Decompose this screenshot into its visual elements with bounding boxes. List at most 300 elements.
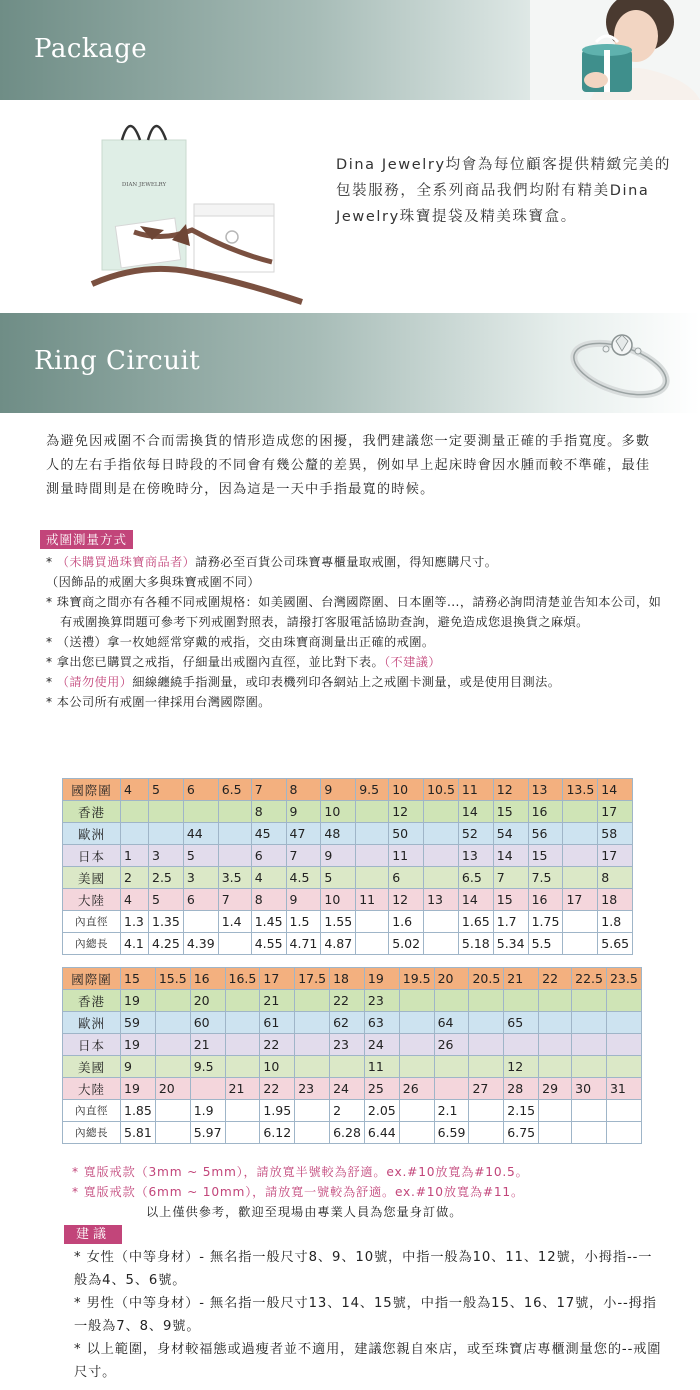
- size-cell: 13: [528, 779, 563, 801]
- size-cell: [218, 933, 251, 955]
- size-cell: 5: [321, 867, 356, 889]
- size-cell: [295, 990, 330, 1012]
- size-cell: 18: [330, 968, 365, 990]
- size-cell: [295, 1100, 330, 1122]
- size-cell: 21: [504, 968, 539, 990]
- advice-tag: 建議: [64, 1225, 122, 1244]
- size-cell: [572, 1122, 607, 1144]
- size-cell: [539, 1012, 572, 1034]
- size-cell: [606, 1012, 641, 1034]
- size-cell: [399, 1012, 434, 1034]
- size-cell: 15: [528, 845, 563, 867]
- ring-size-table-2: [62, 967, 642, 1144]
- size-row: [63, 867, 633, 889]
- size-cell: [469, 1122, 504, 1144]
- size-cell: 6: [389, 867, 424, 889]
- size-cell: 15: [121, 968, 156, 990]
- size-row: [63, 968, 642, 990]
- ring-circuit-banner: [0, 313, 700, 413]
- size-cell: 8: [286, 779, 321, 801]
- size-cell: 63: [364, 1012, 399, 1034]
- advice-line-exception: * 以上範圍，身材較福態或過瘦者並不適用，建議您親自來店，或至珠寶店專櫃測量您的--戒圍尺寸。: [74, 1342, 662, 1380]
- size-cell: 4: [121, 889, 149, 911]
- size-cell: 5: [183, 845, 218, 867]
- size-cell: 65: [504, 1012, 539, 1034]
- size-cell: [572, 990, 607, 1012]
- size-cell: 6.5: [458, 867, 493, 889]
- size-cell: 6.59: [434, 1122, 469, 1144]
- size-cell: 23: [364, 990, 399, 1012]
- measure-note: * 本公司所有戒圍一律採用台灣國際圍。: [46, 695, 271, 709]
- size-cell: [356, 933, 389, 955]
- size-cell: 20: [155, 1078, 190, 1100]
- measure-note: * 珠寶商之間亦有各種不同戒圍規格：如美國圍、台灣國際圍、日本圍等...，請務必詢問清楚並告知本公司，如有戒圍換算問題可參考下列戒圍對照表，請撥打客服電話協助查詢，避免造成您退換貨之麻煩。: [46, 595, 662, 629]
- size-cell: [469, 1012, 504, 1034]
- size-cell: [155, 990, 190, 1012]
- size-cell: 10: [389, 779, 424, 801]
- size-cell: 28: [504, 1078, 539, 1100]
- size-cell: [539, 1122, 572, 1144]
- size-cell: [356, 867, 389, 889]
- advice-notes: [74, 1246, 664, 1384]
- size-row-label: 香港: [63, 801, 121, 823]
- size-cell: 59: [121, 1012, 156, 1034]
- size-cell: 60: [190, 1012, 225, 1034]
- ring-intro-paragraph: 為避免因戒圍不合而需換貨的情形造成您的困擾，我們建議您一定要測量正確的手指寬度。多數人的左右手指依每日時段的不同會有幾公釐的差異，例如早上起床時會因水腫而較不準確，最佳測量時間則是在傍晚時分，因為這是一天中手指最寬的時候。: [46, 434, 651, 497]
- size-cell: 14: [493, 845, 528, 867]
- size-cell: 6.75: [504, 1122, 539, 1144]
- size-cell: [155, 1122, 190, 1144]
- size-cell: [356, 911, 389, 933]
- measure-method-tag: 戒圍測量方式: [40, 530, 133, 549]
- ring-size-table-1: [62, 778, 633, 955]
- size-cell: 19: [364, 968, 399, 990]
- size-cell: 10: [321, 889, 356, 911]
- size-cell: [295, 1012, 330, 1034]
- size-cell: 18: [598, 889, 633, 911]
- size-cell: 14: [458, 801, 493, 823]
- size-cell: 9: [321, 779, 356, 801]
- size-cell: 17: [598, 801, 633, 823]
- size-cell: 2: [121, 867, 149, 889]
- size-cell: [155, 1012, 190, 1034]
- size-cell: [606, 1056, 641, 1078]
- size-cell: 3.5: [218, 867, 251, 889]
- size-cell: 2.5: [149, 867, 184, 889]
- size-cell: 23: [330, 1034, 365, 1056]
- measure-method-notes: [46, 552, 666, 712]
- size-cell: [225, 1034, 260, 1056]
- size-row: [63, 779, 633, 801]
- size-cell: 8: [251, 801, 286, 823]
- size-cell: [149, 823, 184, 845]
- size-cell: 1.85: [121, 1100, 156, 1122]
- size-cell: [225, 990, 260, 1012]
- size-cell: 7: [286, 845, 321, 867]
- size-cell: 47: [286, 823, 321, 845]
- size-cell: 9: [286, 889, 321, 911]
- wide-band-note-2: * 寬版戒款（6mm ~ 10mm），請放寬一號較為舒適。ex.#10放寬為#11。: [72, 1185, 524, 1199]
- size-cell: [563, 867, 598, 889]
- size-cell: 19: [121, 1078, 156, 1100]
- size-cell: 11: [458, 779, 493, 801]
- size-cell: [218, 823, 251, 845]
- size-cell: 2: [330, 1100, 365, 1122]
- advice-line-male: * 男性（中等身材）- 無名指一般尺寸13、14、15號，中指一般為15、16、17號，小--拇指一般為7、8、9號。: [74, 1296, 657, 1334]
- size-cell: [572, 1056, 607, 1078]
- size-cell: [572, 1100, 607, 1122]
- size-cell: 25: [364, 1078, 399, 1100]
- size-cell: 21: [260, 990, 295, 1012]
- size-cell: [225, 1122, 260, 1144]
- size-cell: 15: [493, 889, 528, 911]
- size-row-label: 歐洲: [63, 823, 121, 845]
- size-cell: 5.5: [528, 933, 563, 955]
- size-cell: [563, 823, 598, 845]
- size-row: [63, 990, 642, 1012]
- size-cell: 9.5: [356, 779, 389, 801]
- size-cell: 9.5: [190, 1056, 225, 1078]
- size-cell: 15.5: [155, 968, 190, 990]
- size-cell: [434, 990, 469, 1012]
- size-cell: 54: [493, 823, 528, 845]
- size-cell: 19: [121, 1034, 156, 1056]
- size-cell: 1.35: [149, 911, 184, 933]
- ring-circuit-title: Ring Circuit: [34, 346, 201, 376]
- size-cell: 9: [121, 1056, 156, 1078]
- size-cell: 52: [458, 823, 493, 845]
- size-cell: 61: [260, 1012, 295, 1034]
- size-row-label: 內直徑: [63, 911, 121, 933]
- size-cell: 1.65: [458, 911, 493, 933]
- size-cell: 24: [364, 1034, 399, 1056]
- size-cell: 56: [528, 823, 563, 845]
- size-row: [63, 1100, 642, 1122]
- size-cell: [190, 1078, 225, 1100]
- size-cell: [399, 1100, 434, 1122]
- size-cell: [225, 1056, 260, 1078]
- size-cell: [434, 1078, 469, 1100]
- size-cell: 13: [458, 845, 493, 867]
- size-cell: [121, 823, 149, 845]
- size-cell: 16: [528, 889, 563, 911]
- package-banner: [0, 0, 700, 100]
- size-cell: 64: [434, 1012, 469, 1034]
- size-cell: [155, 1056, 190, 1078]
- size-cell: 17: [260, 968, 295, 990]
- measure-note: * （送禮）拿一枚她經常穿戴的戒指，交由珠寶商測量出正確的戒圍。: [46, 635, 435, 649]
- size-cell: 12: [389, 889, 424, 911]
- size-row-label: 內總長: [63, 1122, 121, 1144]
- size-cell: [539, 1056, 572, 1078]
- size-cell: 4.55: [251, 933, 286, 955]
- size-cell: 21: [225, 1078, 260, 1100]
- size-cell: 31: [606, 1078, 641, 1100]
- size-cell: 10: [321, 801, 356, 823]
- size-cell: 2.15: [504, 1100, 539, 1122]
- size-cell: 19.5: [399, 968, 434, 990]
- size-cell: [399, 1122, 434, 1144]
- size-cell: [469, 1034, 504, 1056]
- size-cell: 22: [539, 968, 572, 990]
- size-cell: 50: [389, 823, 424, 845]
- size-cell: 22: [330, 990, 365, 1012]
- size-cell: [606, 1034, 641, 1056]
- size-cell: 5.65: [598, 933, 633, 955]
- size-row-label: 日本: [63, 1034, 121, 1056]
- size-cell: [424, 801, 459, 823]
- size-cell: [399, 1034, 434, 1056]
- size-cell: 2.1: [434, 1100, 469, 1122]
- size-cell: 22.5: [572, 968, 607, 990]
- size-cell: [183, 801, 218, 823]
- size-row-label: 香港: [63, 990, 121, 1012]
- size-cell: 1.6: [389, 911, 424, 933]
- size-row-label: 日本: [63, 845, 121, 867]
- size-cell: [155, 1100, 190, 1122]
- size-cell: 9: [321, 845, 356, 867]
- bag-logo-text: DIAN JEWELRY: [121, 182, 167, 188]
- size-cell: 26: [434, 1034, 469, 1056]
- size-cell: 7: [251, 779, 286, 801]
- size-cell: [155, 1034, 190, 1056]
- size-cell: 4.39: [183, 933, 218, 955]
- size-cell: [424, 867, 459, 889]
- size-cell: 62: [330, 1012, 365, 1034]
- size-cell: 4.87: [321, 933, 356, 955]
- size-cell: [434, 1056, 469, 1078]
- size-row: [63, 1034, 642, 1056]
- size-cell: 1.45: [251, 911, 286, 933]
- size-row-label: 美國: [63, 867, 121, 889]
- size-cell: 14: [458, 889, 493, 911]
- size-cell: 29: [539, 1078, 572, 1100]
- size-row-label: 大陸: [63, 1078, 121, 1100]
- size-cell: [399, 1056, 434, 1078]
- measure-note: * （未購買過珠寶商品者）請務必至百貨公司珠寶專櫃量取戒圍，得知應購尺寸。: [46, 555, 498, 569]
- size-cell: 4: [251, 867, 286, 889]
- size-cell: 20: [434, 968, 469, 990]
- size-cell: 13.5: [563, 779, 598, 801]
- size-cell: 2.05: [364, 1100, 399, 1122]
- reference-note: 以上僅供參考，歡迎至現場由專業人員為您量身訂做。: [146, 1205, 463, 1219]
- size-cell: [356, 801, 389, 823]
- size-cell: 21: [190, 1034, 225, 1056]
- size-cell: 1.5: [286, 911, 321, 933]
- size-cell: 26: [399, 1078, 434, 1100]
- size-cell: 11: [364, 1056, 399, 1078]
- size-row-label: 大陸: [63, 889, 121, 911]
- size-cell: 22: [260, 1078, 295, 1100]
- size-cell: 17: [563, 889, 598, 911]
- size-cell: 6.44: [364, 1122, 399, 1144]
- wide-band-note-1: * 寬版戒款（3mm ~ 5mm），請放寬半號較為舒適。ex.#10放寬為#10.5。: [72, 1165, 529, 1179]
- size-cell: 10.5: [424, 779, 459, 801]
- size-cell: 6: [183, 889, 218, 911]
- wide-band-notes: [60, 1162, 660, 1222]
- size-cell: [225, 1012, 260, 1034]
- size-cell: 20.5: [469, 968, 504, 990]
- size-cell: 4.5: [286, 867, 321, 889]
- size-cell: [330, 1056, 365, 1078]
- size-cell: 44: [183, 823, 218, 845]
- size-cell: 27: [469, 1078, 504, 1100]
- size-cell: 1.75: [528, 911, 563, 933]
- size-cell: 16: [190, 968, 225, 990]
- size-cell: 1: [121, 845, 149, 867]
- size-row: [63, 801, 633, 823]
- size-row: [63, 889, 633, 911]
- size-cell: 1.9: [190, 1100, 225, 1122]
- size-cell: 58: [598, 823, 633, 845]
- size-cell: 5.81: [121, 1122, 156, 1144]
- size-row: [63, 933, 633, 955]
- size-cell: 11: [389, 845, 424, 867]
- size-cell: [563, 845, 598, 867]
- size-cell: [539, 1034, 572, 1056]
- size-row-label: 美國: [63, 1056, 121, 1078]
- size-cell: [504, 990, 539, 1012]
- size-cell: [424, 845, 459, 867]
- size-row: [63, 845, 633, 867]
- size-cell: 13: [424, 889, 459, 911]
- size-cell: [424, 911, 459, 933]
- size-cell: 1.3: [121, 911, 149, 933]
- size-cell: [563, 911, 598, 933]
- size-cell: [572, 1034, 607, 1056]
- size-cell: 16: [528, 801, 563, 823]
- size-cell: [572, 1012, 607, 1034]
- size-cell: 3: [183, 867, 218, 889]
- size-cell: 6: [183, 779, 218, 801]
- advice-line-female: * 女性（中等身材）- 無名指一般尺寸8、9、10號，中指一般為10、11、12號，小拇指--一般為4、5、6號。: [74, 1250, 653, 1288]
- size-cell: [469, 990, 504, 1012]
- size-cell: [225, 1100, 260, 1122]
- measure-note: * （請勿使用）細線纏繞手指測量，或印表機列印各網站上之戒圍卡測量，或是使用目測法。: [46, 675, 561, 689]
- size-cell: 5: [149, 779, 184, 801]
- size-row-label: 國際圍: [63, 968, 121, 990]
- size-cell: [424, 933, 459, 955]
- size-cell: [295, 1056, 330, 1078]
- size-cell: [424, 823, 459, 845]
- size-row-label: 內直徑: [63, 1100, 121, 1122]
- size-cell: [504, 1034, 539, 1056]
- size-cell: [356, 845, 389, 867]
- size-cell: 10: [260, 1056, 295, 1078]
- size-cell: 4.71: [286, 933, 321, 955]
- size-cell: 12: [389, 801, 424, 823]
- size-cell: 4.1: [121, 933, 149, 955]
- size-cell: 9: [286, 801, 321, 823]
- size-cell: 8: [251, 889, 286, 911]
- size-cell: [469, 1100, 504, 1122]
- woman-with-gift-photo: [530, 0, 700, 100]
- gift-bag-box-photo: [82, 112, 312, 308]
- size-cell: 48: [321, 823, 356, 845]
- size-cell: [539, 1100, 572, 1122]
- size-cell: 5.97: [190, 1122, 225, 1144]
- size-cell: 19: [121, 990, 156, 1012]
- size-cell: 6.5: [218, 779, 251, 801]
- size-cell: [606, 1122, 641, 1144]
- size-cell: [356, 823, 389, 845]
- size-cell: 5.34: [493, 933, 528, 955]
- size-cell: [183, 911, 218, 933]
- measure-note: * 拿出您已購買之戒指，仔細量出戒圈內直徑，並比對下表。（不建議）: [46, 655, 441, 669]
- size-cell: 45: [251, 823, 286, 845]
- size-cell: [149, 801, 184, 823]
- size-cell: 16.5: [225, 968, 260, 990]
- size-cell: 12: [493, 779, 528, 801]
- size-cell: [606, 1100, 641, 1122]
- size-cell: 17: [598, 845, 633, 867]
- size-cell: [399, 990, 434, 1012]
- size-cell: 1.8: [598, 911, 633, 933]
- size-row: [63, 1078, 642, 1100]
- size-cell: [563, 801, 598, 823]
- size-cell: [563, 933, 598, 955]
- size-row-label: 內總長: [63, 933, 121, 955]
- size-cell: 1.4: [218, 911, 251, 933]
- size-cell: 7: [218, 889, 251, 911]
- size-cell: 8: [598, 867, 633, 889]
- size-cell: 4.25: [149, 933, 184, 955]
- size-cell: 5.18: [458, 933, 493, 955]
- size-cell: 1.7: [493, 911, 528, 933]
- size-cell: 17.5: [295, 968, 330, 990]
- size-row: [63, 1056, 642, 1078]
- measure-note: （因飾品的戒圍大多與珠寶戒圍不同）: [46, 575, 260, 589]
- size-cell: [218, 801, 251, 823]
- size-cell: 6: [251, 845, 286, 867]
- size-cell: 11: [356, 889, 389, 911]
- size-cell: 30: [572, 1078, 607, 1100]
- size-cell: 15: [493, 801, 528, 823]
- size-cell: 24: [330, 1078, 365, 1100]
- size-cell: 3: [149, 845, 184, 867]
- size-cell: 6.28: [330, 1122, 365, 1144]
- size-cell: [121, 801, 149, 823]
- size-cell: 12: [504, 1056, 539, 1078]
- size-row-label: 國際圍: [63, 779, 121, 801]
- size-cell: [295, 1122, 330, 1144]
- size-cell: 5.02: [389, 933, 424, 955]
- size-cell: [606, 990, 641, 1012]
- size-cell: [295, 1034, 330, 1056]
- size-cell: 1.95: [260, 1100, 295, 1122]
- size-cell: 20: [190, 990, 225, 1012]
- size-cell: 5: [149, 889, 184, 911]
- size-row: [63, 1122, 642, 1144]
- size-cell: 6.12: [260, 1122, 295, 1144]
- size-row: [63, 911, 633, 933]
- size-cell: 22: [260, 1034, 295, 1056]
- size-cell: [218, 845, 251, 867]
- size-cell: [469, 1056, 504, 1078]
- size-cell: 23: [295, 1078, 330, 1100]
- size-row-label: 歐洲: [63, 1012, 121, 1034]
- size-cell: [539, 990, 572, 1012]
- package-description: Dina Jewelry均會為每位顧客提供精緻完美的包裝服務，全系列商品我們均附有精美Dina Jewelry珠寶提袋及精美珠寶盒。: [336, 157, 672, 225]
- size-cell: 14: [598, 779, 633, 801]
- size-cell: 23.5: [606, 968, 641, 990]
- size-row: [63, 1012, 642, 1034]
- size-cell: 7: [493, 867, 528, 889]
- size-cell: 4: [121, 779, 149, 801]
- size-row: [63, 823, 633, 845]
- size-cell: 1.55: [321, 911, 356, 933]
- diamond-ring-photo: [562, 319, 680, 409]
